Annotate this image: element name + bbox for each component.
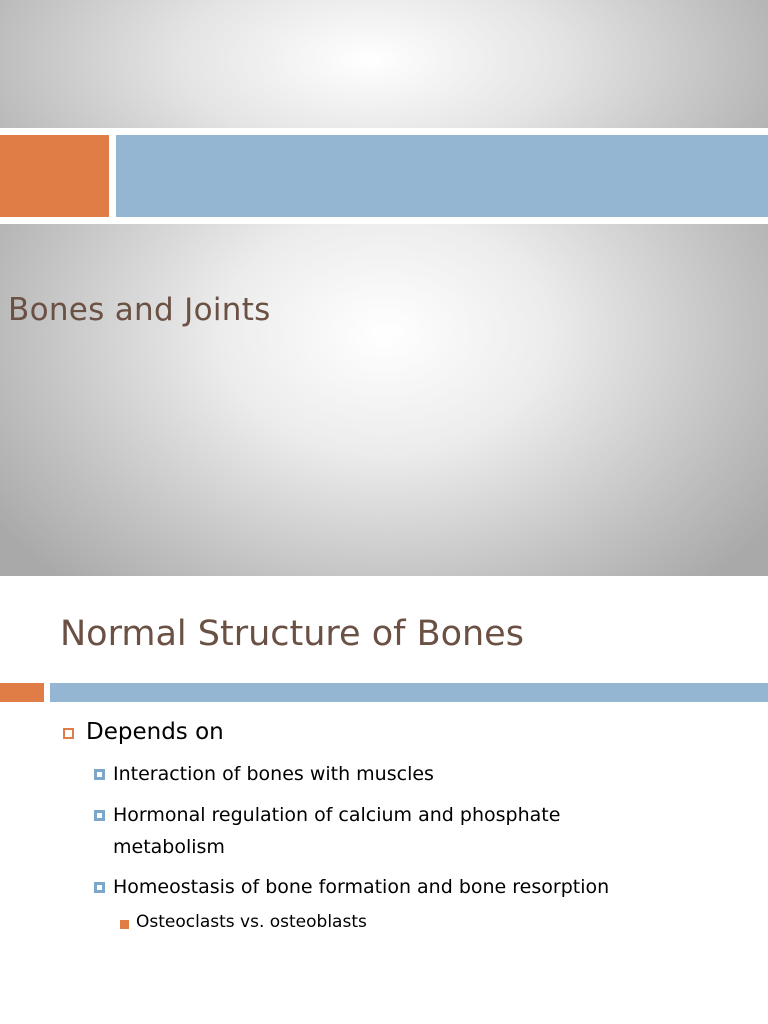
bullet-level2-continuation: metabolism — [113, 836, 225, 858]
main-gradient-panel — [0, 224, 768, 576]
slide-title: Bones and Joints — [8, 292, 271, 328]
square-bullet-icon — [94, 769, 105, 780]
bullet-level2: Homeostasis of bone formation and bone resorption — [113, 876, 610, 898]
square-bullet-icon — [94, 882, 105, 893]
bullet-level1: Depends on — [86, 719, 224, 745]
orange-accent-block — [0, 135, 109, 217]
bullet-level2: Interaction of bones with muscles — [113, 763, 434, 785]
bullet-level2: Hormonal regulation of calcium and phosphate — [113, 804, 561, 826]
blue-divider-bar — [50, 683, 768, 702]
orange-divider-block — [0, 683, 44, 702]
hollow-square-bullet-icon — [63, 728, 74, 739]
square-bullet-icon — [94, 810, 105, 821]
top-gradient-band — [0, 0, 768, 128]
filled-square-bullet-icon — [120, 920, 129, 929]
slide-heading: Normal Structure of Bones — [60, 614, 524, 654]
bullet-level3: Osteoclasts vs. osteoblasts — [136, 912, 367, 932]
blue-accent-block — [116, 135, 768, 217]
content-slide — [0, 576, 768, 1024]
